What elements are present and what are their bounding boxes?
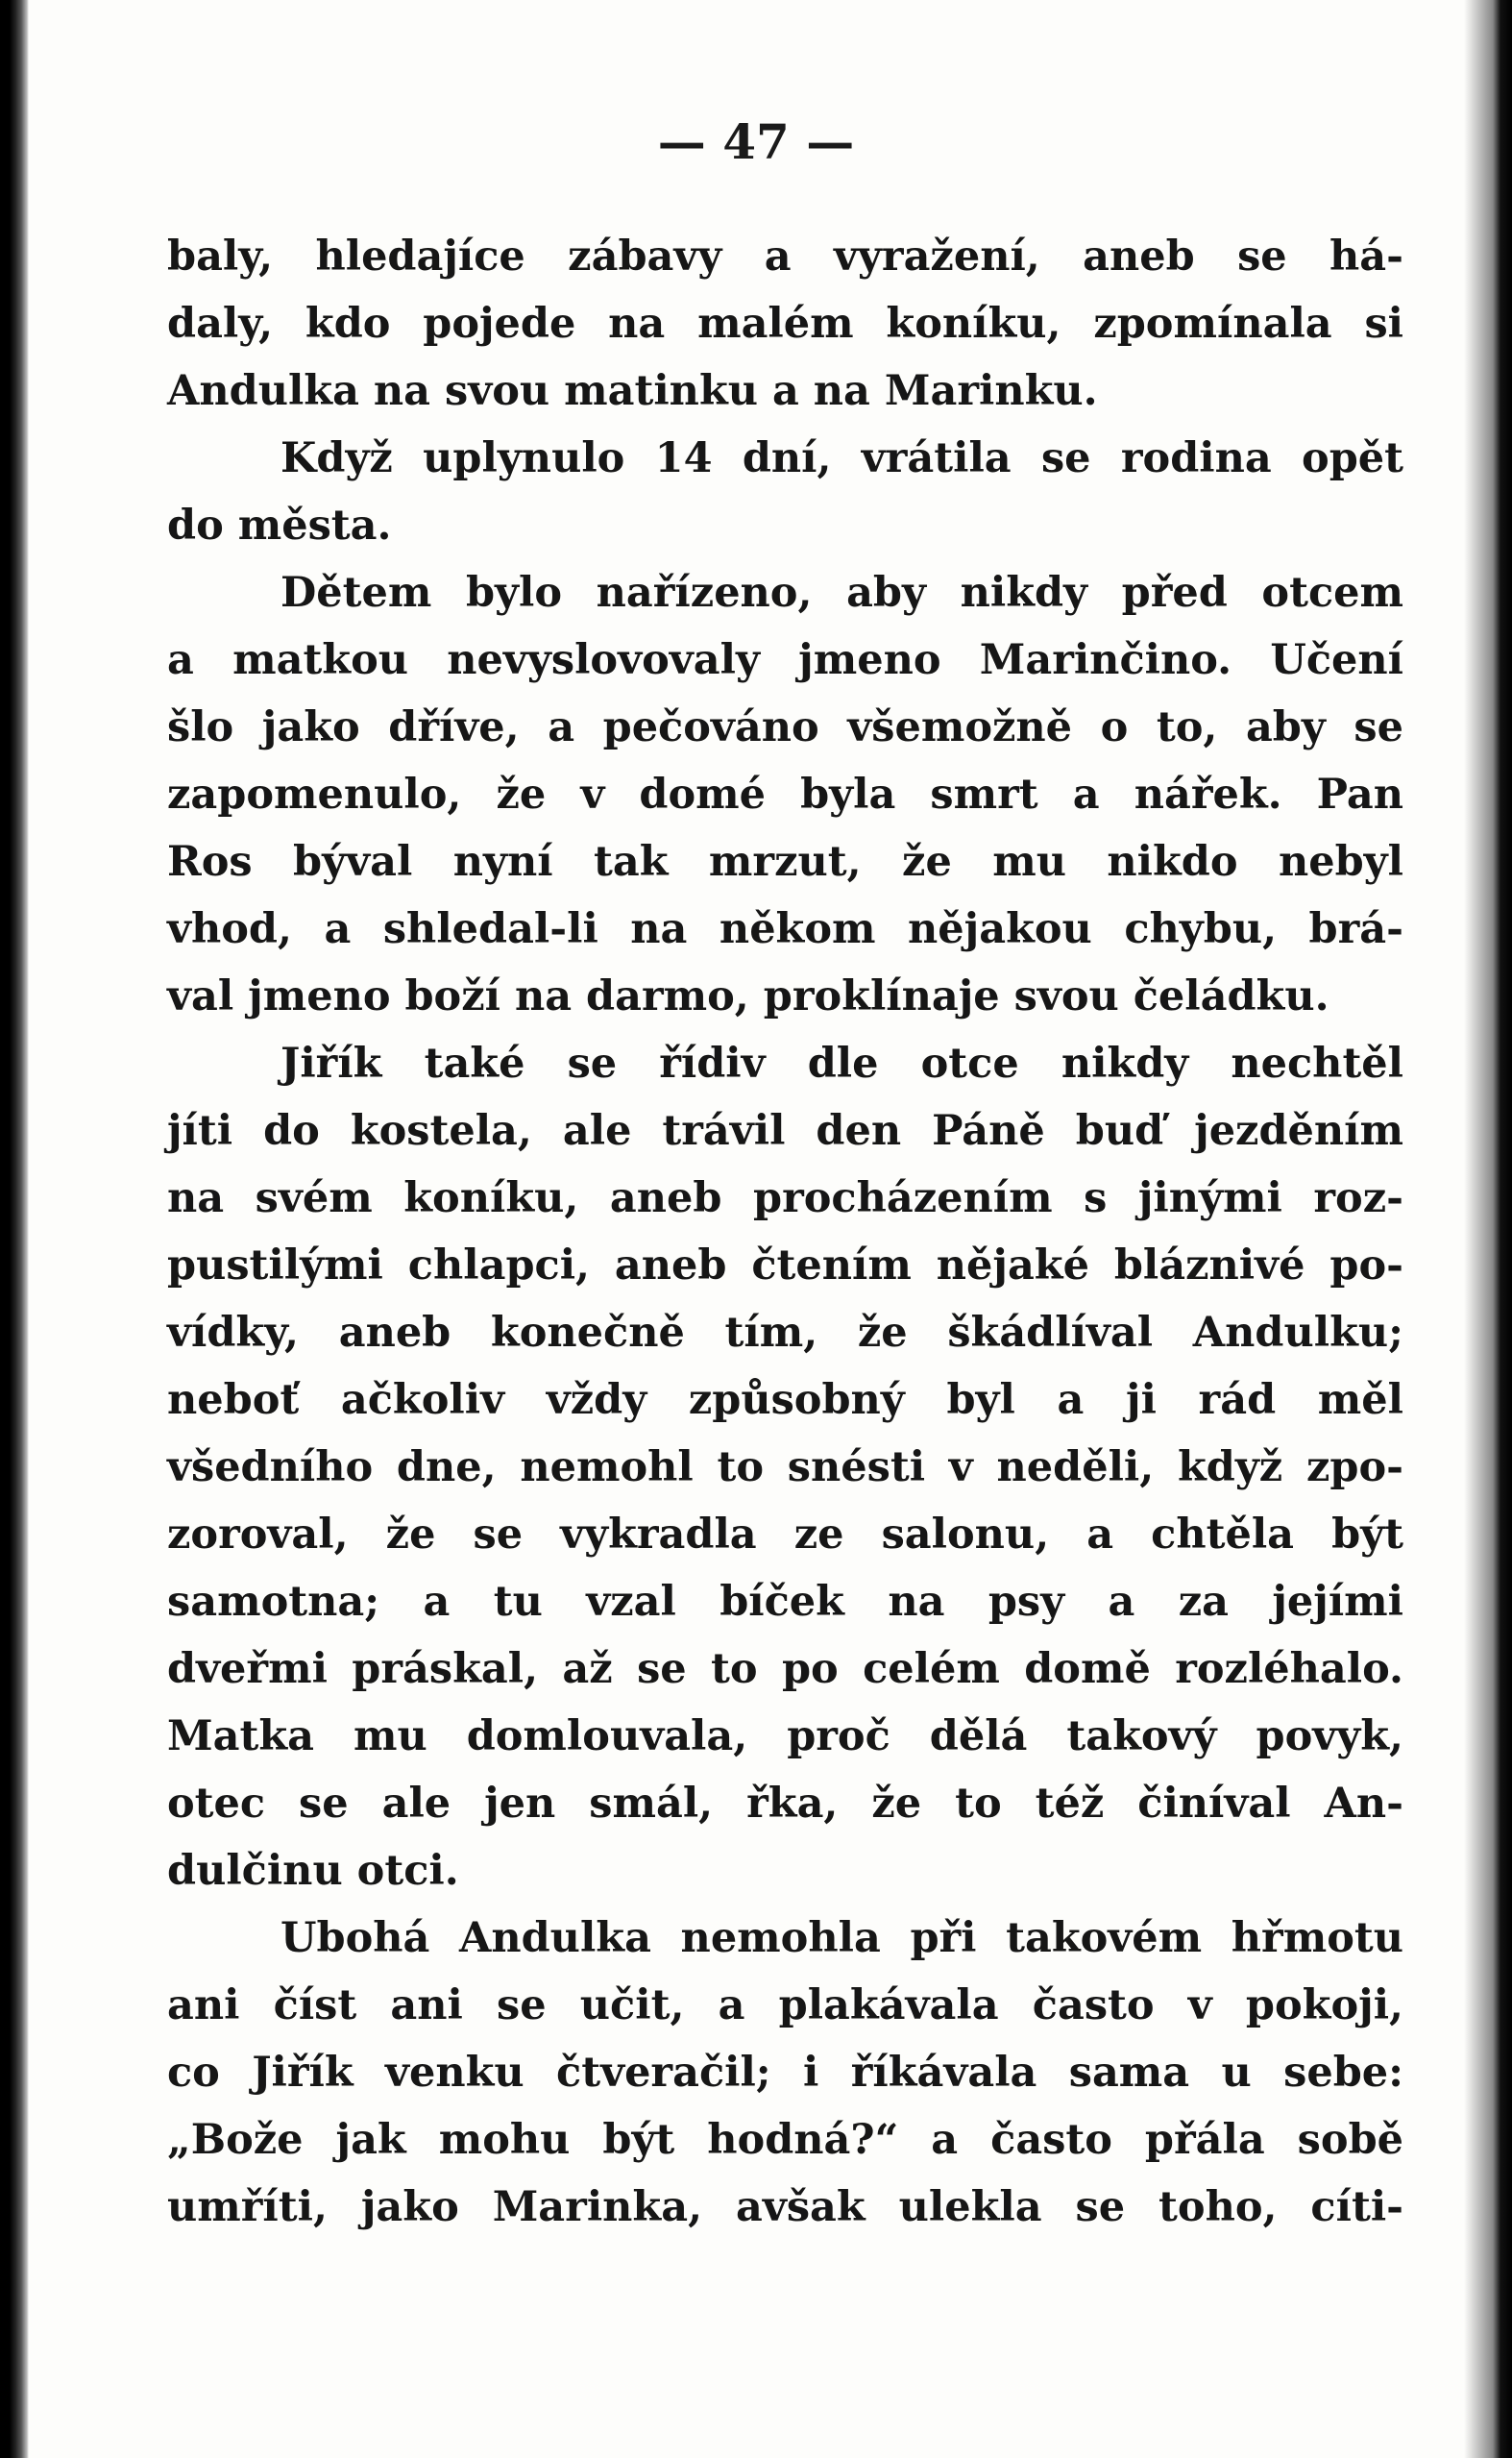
text-line: Ros býval nyní tak mrzut, že mu nikdo nebyl <box>167 838 1403 886</box>
text-line: ani číst ani se učit, a plakávala často v pokoji, <box>167 1981 1403 2029</box>
text-line: Andulka na svou matinku a na Marinku. <box>167 367 1098 415</box>
text-line: vhod, a shledal-li na někom nějakou chybu, brá- <box>167 905 1403 953</box>
text-line: jíti do kostela, ale trávil den Páně buď jezděním <box>167 1107 1403 1155</box>
text-line: otec se ale jen smál, řka, že to též činíval An- <box>167 1780 1403 1828</box>
text-line: zoroval, že se vykradla ze salonu, a chtěla být <box>167 1511 1403 1559</box>
text-line: na svém koníku, aneb procházením s jinými roz- <box>167 1174 1403 1222</box>
text-line: Když uplynulo 14 dní, vrátila se rodina opět <box>280 434 1403 482</box>
text-line: Ubohá Andulka nemohla při takovém hřmotu <box>280 1914 1403 1962</box>
text-line: všedního dne, nemohl to snésti v neděli, když zpo- <box>167 1443 1403 1491</box>
page-outer-edge <box>1464 0 1512 2458</box>
text-line: neboť ačkoliv vždy způsobný byl a ji rád měl <box>167 1376 1403 1424</box>
text-line: daly, kdo pojede na malém koníku, zpomínala si <box>167 300 1403 348</box>
page-binding-edge <box>0 0 29 2458</box>
text-line: umříti, jako Marinka, avšak ulekla se toho, cíti- <box>167 2183 1403 2231</box>
text-line: val jmeno boží na darmo, proklínaje svou čeládku. <box>167 972 1329 1020</box>
text-line: Matka mu domlouvala, proč dělá takový povyk, <box>167 1712 1403 1760</box>
text-line: co Jiřík venku čtveračil; i říkávala sama u sebe: <box>167 2049 1403 2097</box>
text-line: šlo jako dříve, a pečováno všemožně o to, aby se <box>167 703 1403 751</box>
text-line: samotna; a tu vzal bíček na psy a za jejími <box>167 1578 1403 1626</box>
text-line: dveřmi práskal, až se to po celém domě rozléhalo. <box>167 1645 1403 1693</box>
text-line: baly, hledajíce zábavy a vyražení, aneb se há- <box>167 233 1403 281</box>
text-line: a matkou nevyslovovaly jmeno Marinčino. Učení <box>167 636 1403 684</box>
text-line: Dětem bylo nařízeno, aby nikdy před otcem <box>280 569 1403 617</box>
text-line: „Bože jak mohu být hodná?“ a často přála sobě <box>167 2116 1403 2164</box>
text-line: vídky, aneb konečně tím, že škádlíval Andulku; <box>167 1309 1403 1357</box>
text-line: pustilými chlapci, aneb čtením nějaké bláznivé po- <box>167 1241 1403 1290</box>
body-text <box>167 223 1403 2241</box>
text-line: Jiřík také se řídiv dle otce nikdy nechtěl <box>280 1040 1403 1088</box>
text-line: zapomenulo, že v domé byla smrt a nářek. Pan <box>167 771 1403 819</box>
text-line: do města. <box>167 502 392 550</box>
text-line: dulčinu otci. <box>167 1847 459 1895</box>
page-number: — 47 — <box>657 113 855 170</box>
